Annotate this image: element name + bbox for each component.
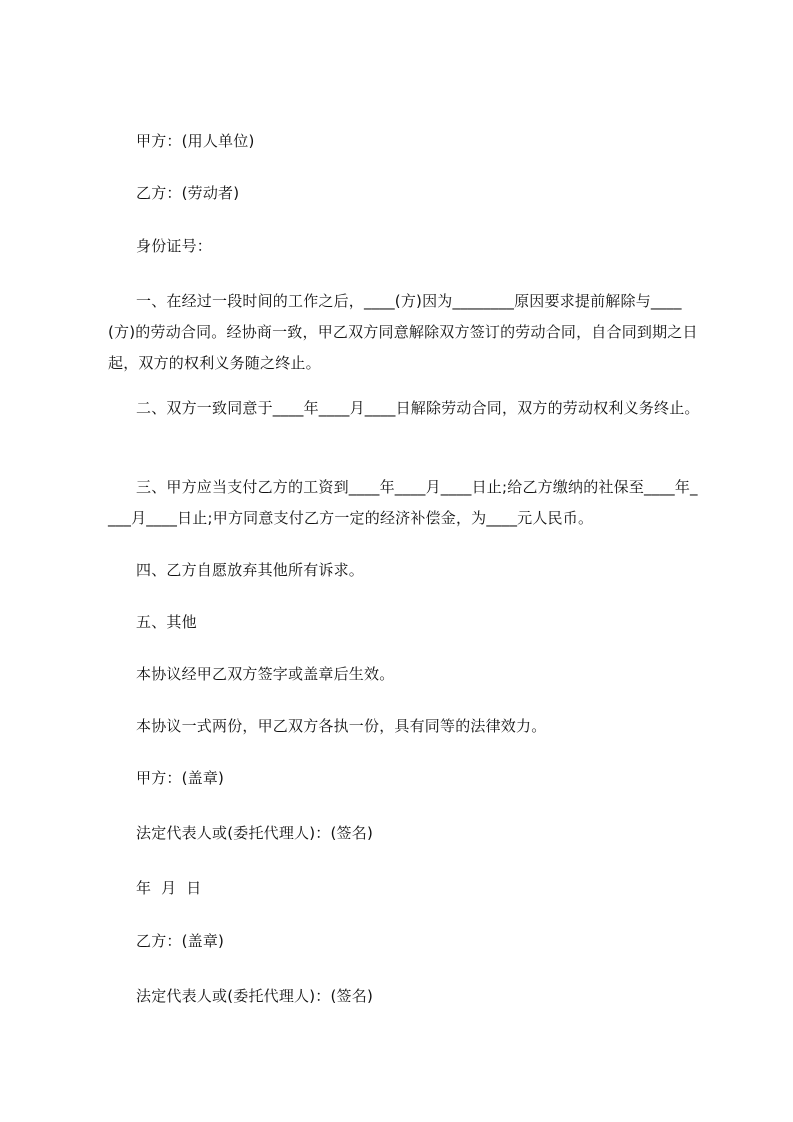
- clause-2-text: 二、双方一致同意于____年____月____日解除劳动合同，双方的劳动权利义务终止。: [136, 399, 700, 417]
- copies-note-line: 本协议一式两份，甲乙双方各执一份，具有同等的法律效力。: [136, 717, 547, 735]
- clause-1-text: 一、在经过一段时间的工作之后，____(方)因为________原因要求提前解除与____(方)的劳动合同。经协商一致，甲乙双方同意解除双方签订的劳动合同，自合同到期之日起，双方的权利义务随之终止。: [108, 292, 698, 372]
- date-line: 年 月 日: [136, 879, 202, 897]
- id-number-line: 身份证号：: [136, 237, 213, 255]
- clause-1-paragraph: [108, 286, 700, 379]
- clause-4-line: 四、乙方自愿放弃其他所有诉求。: [136, 561, 365, 579]
- party-b-line: 乙方：(劳动者): [136, 184, 240, 202]
- party-b-seal-line: 乙方：(盖章): [136, 932, 225, 950]
- clause-3-paragraph: [108, 472, 700, 534]
- party-a-line: 甲方：(用人单位): [136, 132, 255, 150]
- clause-2-paragraph: [108, 393, 700, 424]
- clause-5-line: 五、其他: [136, 613, 197, 631]
- clause-3-text: 三、甲方应当支付乙方的工资到____年____月____日止;给乙方缴纳的社保至____年____月____日止;甲方同意支付乙方一定的经济补偿金，为____元人民币。: [108, 478, 698, 527]
- party-a-representative-line: 法定代表人或(委托代理人)：(签名): [136, 824, 374, 842]
- party-a-seal-line: 甲方：(盖章): [136, 769, 225, 787]
- effect-note-line: 本协议经甲乙双方签字或盖章后生效。: [136, 665, 395, 683]
- party-b-representative-line: 法定代表人或(委托代理人)：(签名): [136, 987, 374, 1005]
